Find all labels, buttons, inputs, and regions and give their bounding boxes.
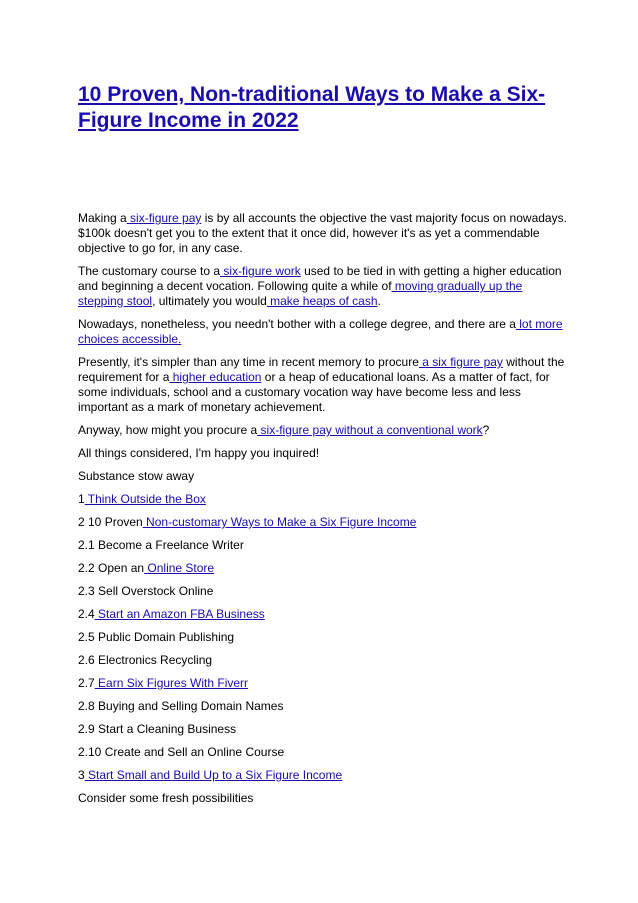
toc-item: 2.9 Start a Cleaning Business: [78, 722, 237, 736]
text: is by all accounts the objective the vast majority focus on nowadays. $100k doesn't get you to the extent that it once did, however it's as yet a commendable objective to go for, in any case.: [78, 211, 567, 255]
toc-item: 2.1 Become a Freelance Writer: [78, 538, 244, 552]
toc-number: 1: [78, 492, 85, 506]
title-link[interactable]: 10 Proven, Non-traditional Ways to Make a Six-Figure Income in 2022: [78, 83, 546, 132]
toc-link-amazon-fba[interactable]: Start an Amazon FBA Business: [94, 607, 265, 621]
toc-number: 2.7: [78, 676, 95, 690]
toc-item: 2.8 Buying and Selling Domain Names: [78, 699, 284, 713]
text: Nowadays, nonetheless, you needn't bother with a college degree, and there are a: [78, 317, 516, 331]
toc-item: 2.5 Public Domain Publishing: [78, 630, 235, 644]
paragraph-intro: [78, 211, 570, 256]
text: used to be tied in with getting a higher education and beginning a decent vocation. Following quite a while of: [78, 264, 562, 293]
toc-item: [78, 515, 570, 530]
toc-link-non-customary-ways[interactable]: Non-customary Ways to Make a Six Figure Income: [142, 515, 417, 529]
toc-number: 3: [78, 768, 85, 782]
toc-item: [78, 676, 570, 691]
toc-link-think-outside-box[interactable]: Think Outside the Box: [84, 492, 206, 506]
toc-item: 2.10 Create and Sell an Online Course: [78, 745, 285, 759]
toc-item: [78, 768, 570, 783]
toc-number: 2.4: [78, 607, 95, 621]
toc-number: 2.2 Open an: [78, 561, 145, 575]
link-moving-up-stepping-stool[interactable]: moving gradually up the stepping stool: [78, 279, 523, 308]
paragraph-happy: All things considered, I'm happy you inquired!: [78, 446, 320, 460]
text: .: [377, 294, 381, 308]
paragraph-fresh-possibilities: Consider some fresh possibilities: [78, 791, 254, 805]
toc-number: 2 10 Proven: [78, 515, 143, 529]
toc-item: 2.3 Sell Overstock Online: [78, 584, 214, 598]
link-six-figure-work[interactable]: six-figure work: [220, 264, 301, 278]
link-lot-more-choices[interactable]: lot more choices accessible.: [78, 317, 563, 346]
toc-link-fiverr[interactable]: Earn Six Figures With Fiverr: [94, 676, 249, 690]
toc-link-online-store[interactable]: Online Store: [144, 561, 215, 575]
toc-item: 2.6 Electronics Recycling: [78, 653, 213, 667]
text: Anyway, how might you procure a: [78, 423, 258, 437]
link-make-heaps-of-cash[interactable]: make heaps of cash: [266, 294, 378, 308]
toc-item: [78, 492, 570, 507]
text: Presently, it's simpler than any time in recent memory to procure: [78, 355, 419, 369]
paragraph-customary-course: [78, 264, 570, 309]
page-title: [78, 82, 568, 134]
link-six-figure-pay-without-work[interactable]: six-figure pay without a conventional work: [257, 423, 483, 437]
toc-heading: Substance stow away: [78, 469, 195, 483]
link-a-six-figure-pay[interactable]: a six figure pay: [418, 355, 503, 369]
toc-link-start-small[interactable]: Start Small and Build Up to a Six Figure Income: [84, 768, 343, 782]
paragraph-anyway: [78, 423, 570, 438]
article-body: [78, 211, 570, 814]
link-higher-education[interactable]: higher education: [169, 370, 262, 384]
paragraph-presently: [78, 355, 570, 415]
text: Making a: [78, 211, 127, 225]
text: ?: [482, 423, 490, 437]
link-six-figure-pay[interactable]: six-figure pay: [126, 211, 202, 225]
text: without the requirement for a: [78, 355, 565, 384]
paragraph-nowadays: [78, 317, 570, 347]
text: The customary course to a: [78, 264, 221, 278]
table-of-contents: [78, 492, 570, 783]
toc-item: [78, 607, 570, 622]
text: or a heap of educational loans. As a matter of fact, for some individuals, school and a customary vocation way have become less and less important as a mark of monetary achievement.: [78, 370, 550, 414]
text: , ultimately you would: [152, 294, 267, 308]
toc-item: [78, 561, 570, 576]
